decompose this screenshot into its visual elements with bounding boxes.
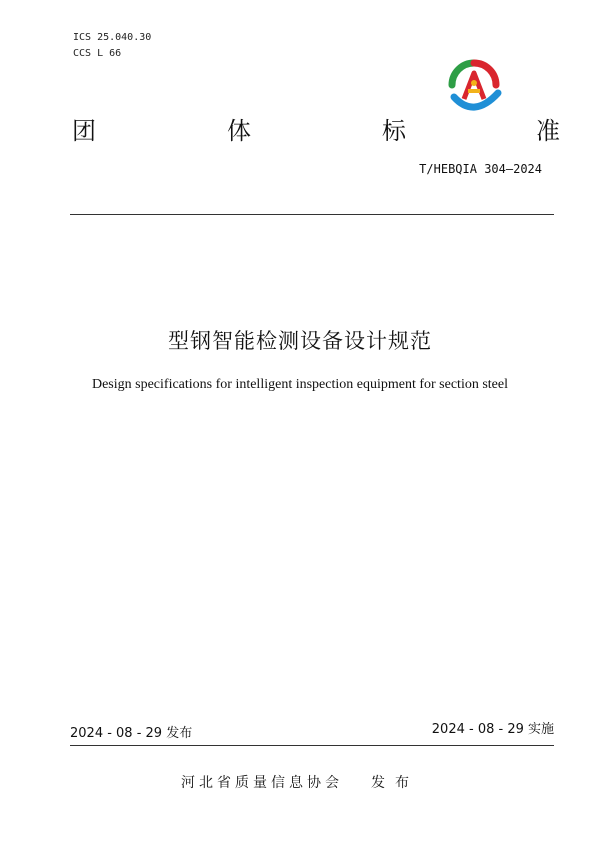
- classification-codes: [73, 30, 151, 62]
- document-title-cn: 型钢智能检测设备设计规范: [168, 329, 432, 353]
- header-divider: [70, 214, 554, 215]
- ccs-code: CCS L 66: [73, 48, 122, 59]
- standard-type-char: 准: [536, 117, 560, 145]
- footer-divider: [70, 745, 554, 746]
- ics-code: ICS 25.040.30: [73, 32, 152, 43]
- association-logo-icon: [444, 59, 504, 117]
- standard-type-char: 标: [382, 117, 406, 145]
- standard-number: T/HEBQIA 304—2024: [419, 162, 542, 176]
- publisher-org: 河北省质量信息协会: [181, 775, 343, 791]
- standard-type-heading: [0, 115, 600, 147]
- issue-date: 2024 - 08 - 29 发布: [70, 726, 193, 741]
- document-title-en: Design specifications for intelligent inspection equipment for section steel: [91, 377, 508, 392]
- standard-type-char: 体: [227, 117, 251, 145]
- implementation-date: 2024 - 08 - 29 实施: [431, 722, 554, 737]
- publisher-line: [0, 772, 600, 792]
- standard-type-char: 团: [72, 117, 96, 145]
- publisher-action: 发布: [371, 775, 419, 791]
